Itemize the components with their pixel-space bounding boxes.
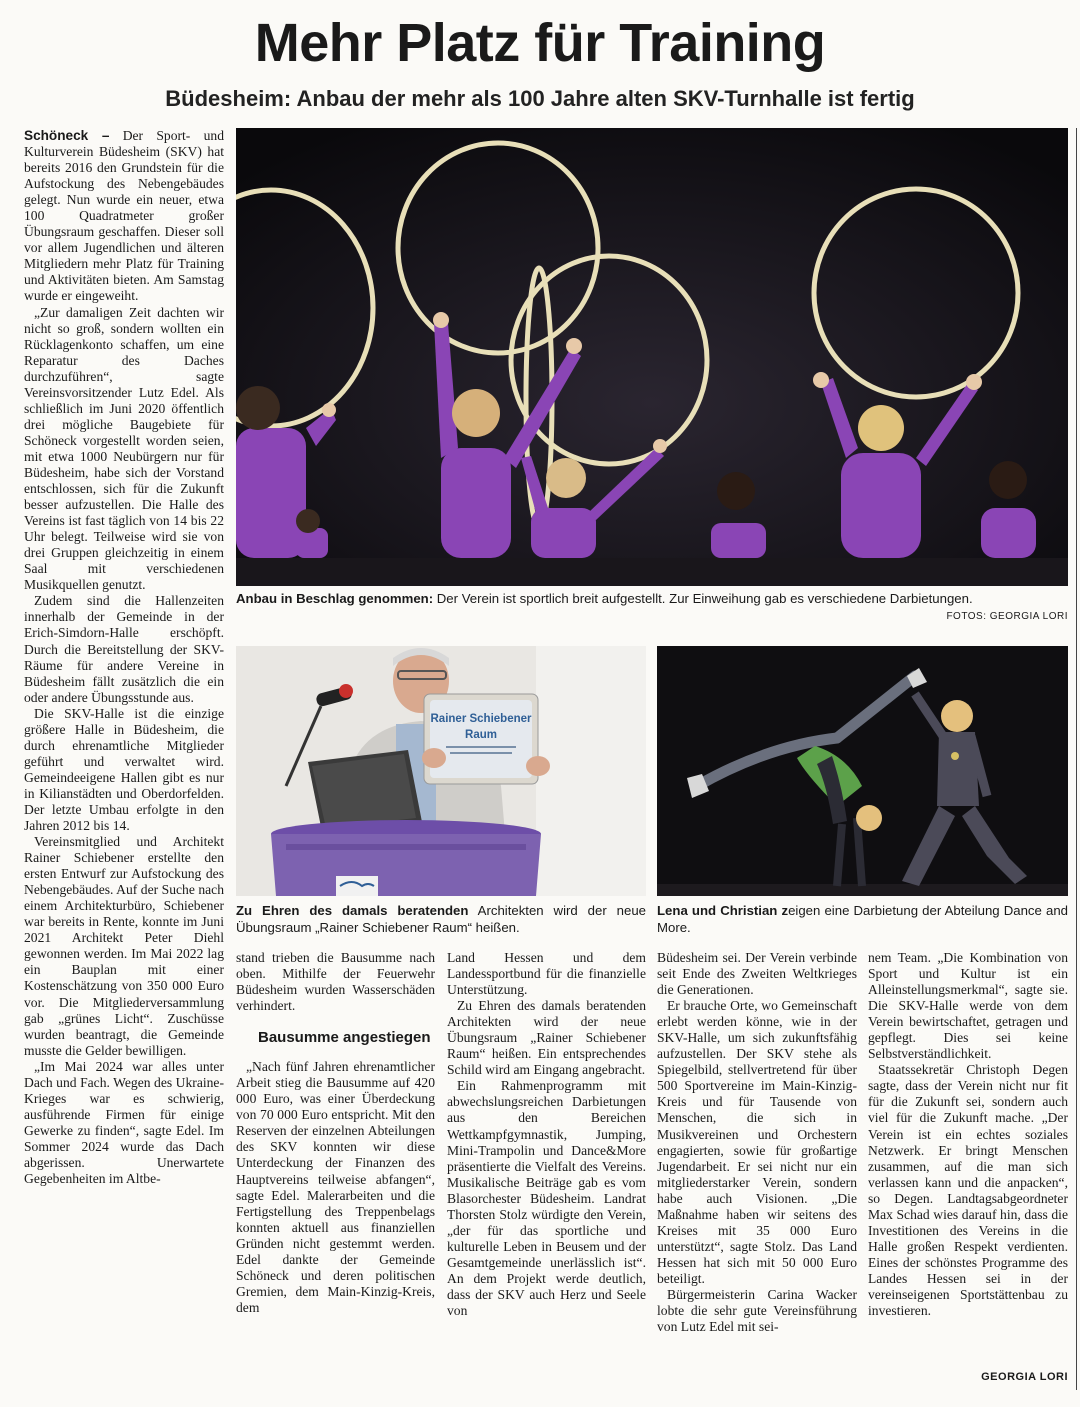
paragraph: Staatssekretär Christoph Degen sagte, dass der Verein nicht nur fit für die Zukunft sei, sondern auch viel für die Zukunft mache. „Der Verein ist ein echtes soziales Netzwerk. Er bringt Menschen zusammen, auf die man sich verlassen kann und die anpacken“, so Degen. Landtagsabgeordneter Max Schad wies darauf hin, dass die Investitionen des Vereins in die Halle großen Respekt verdienten. Eines der schönstes Programme des Landes Hessen sei in der vereinseigenen Sportstättenbau zu investieren. bbox=[868, 1062, 1068, 1319]
paragraph: „Nach fünf Jahren ehrenamtlicher Arbeit stieg die Bausumme auf 420 000 Euro, was einer Überdeckung von 70 000 Euro entspricht. Mit den Reserven der einzelnen Abteilungen des SKV konnten wir diese Unterdeckung der Finanzen des Hauptvereins teilweise abfangen“, sagte Edel. Malerarbeiten und die Fertigstellung des Treppenbelags konnten aktuell aus finanziellen Gründen nicht gestemmt werden. Edel dankte der Gemeinde Schöneck und deren politischen Gremien, dem Main-Kinzig-Kreis, dem bbox=[236, 1059, 435, 1315]
paragraph: Büdesheim sei. Der Verein verbinde seit Ende des Zweiten Weltkrieges die Generationen. bbox=[657, 950, 857, 998]
paragraph: Schöneck – Der Sport- und Kulturverein Büdesheim (SKV) hat bereits 2016 den Grundstein für die Aufstockung des Nebengebäudes gelegt. Nun wurde ein neuer, etwa 100 Quadratmeter großer Übungsraum geschaffen. Dieser soll vor allem Jugendlichen und älteren Mitgliedern mehr Platz für Training und Aktivitäten bieten. Am Samstag wurde er eingeweiht. bbox=[24, 128, 224, 304]
paragraph: stand trieben die Bausumme nach oben. Mithilfe der Feuerwehr Büdesheim wurden Wasserschäden verhindert. bbox=[236, 950, 435, 1014]
column-divider bbox=[1076, 128, 1077, 1390]
sign-line-1: Rainer Schiebener bbox=[430, 713, 532, 725]
paragraph: Land Hessen und dem Landessportbund für die finanzielle Unterstützung. bbox=[447, 950, 646, 998]
paragraph: Ein Rahmenprogramm mit abwechslungsreichen Darbietungen aus den Bereichen Wettkampfgymnastik, Jumping, Mini-Trampolin und Dance&More präsentierte die Vielfalt des Vereins. Musikalische Beiträge gab es vom Blasorchester Büdesheim. Landrat Thorsten Stolz würdigte den Verein, „der für das sportliche und kulturelle Leben in Beusem und der Gesamtgemeinde unerlässlich ist“. An dem Projekt werde deutlich, dass der SKV auch Herz und Seele von bbox=[447, 1078, 646, 1319]
article-column-1 bbox=[24, 128, 224, 1390]
caption-bold: Zu Ehren des damals beratenden bbox=[236, 903, 469, 918]
subheadline: Büdesheim: Anbau der mehr als 100 Jahre alten SKV-Turnhalle ist fertig bbox=[165, 86, 915, 111]
paragraph: „Im Mai 2024 war alles unter Dach und Fach. Wegen des Ukraine-Krieges war es schwierig, ausführende Firmen für einige Gewerke zu finden“, sagte Edel. Im Sommer 2024 wurde das Dach abgerissen. Unerwartete Gegebenheiten im Altbe- bbox=[24, 1058, 224, 1187]
paragraph: nem Team. „Die Kombination von Sport und Kultur ist ein Alleinstellungsmerkmal“, sagte sie. Die SKV-Halle werde von dem Verein bewirtschaftet, getragen und gepflegt. Dies sei keine Selbstverständlichkeit. bbox=[868, 950, 1068, 1062]
speaker-photo-caption: Zu Ehren des damals beratenden Architekten wird der neue Übungsraum „Rainer Schiebener Raum“ heißen. bbox=[236, 903, 646, 935]
paragraph: „Zur damaligen Zeit dachten wir nicht so groß, sondern wollten ein Rücklagenkonto schaffen, um eine Reparatur des Daches durchzuführen“, sagte Vereinsvorsitzender Lutz Edel. Als schließlich im Juni 2020 öffentlich drei mögliche Baugebiete für Schöneck vorgestellt worden seien, mit etwa 1000 Neubürgern nur für Büdesheim, habe sich der Vorstand entschlossen, sich für die Zukunft besser aufzustellen. Die Halle des Vereins ist fast täglich von 14 bis 22 Uhr belegt. Teilweise wird sie von drei Gruppen gleichzeitig in einem Saal mit verschiedenen Musikquellen genutzt. bbox=[24, 304, 224, 593]
sign-line-2: Raum bbox=[465, 729, 497, 741]
paragraph: Zu Ehren des damals beratenden Architekten wird der neue Übungsraum „Rainer Schiebener Raum“ heißen. Ein entsprechendes Schild wird am Eingang angebracht. bbox=[447, 998, 646, 1078]
main-photo-caption: Anbau in Beschlag genommen: Der Verein ist sportlich breit aufgestellt. Zur Einweihung gab es verschiedene Darbietungen. bbox=[236, 591, 973, 606]
paragraph: Bürgermeisterin Carina Wacker lobte die sehr gute Vereinsführung von Lutz Edel mit sei- bbox=[657, 1286, 857, 1335]
paragraph: Zudem sind die Hallenzeiten innerhalb der Gemeinde in der Erich-Simdorn-Halle erschöpft. Durch die Bereitstellung der SKV-Räume für andere Vereine in Büdesheim fällt zusätzlich die ein oder andere Übungsstunde aus. bbox=[24, 593, 224, 705]
subheading: Bausumme angestiegen bbox=[258, 1029, 431, 1047]
headline: Mehr Platz für Training bbox=[254, 13, 826, 73]
photo-credit: FOTOS: GEORGIA LORI bbox=[946, 611, 1068, 622]
paragraph: Er brauche Orte, wo Gemeinschaft erlebt werden könne, wie in der SKV-Halle, um sich zukunftsfähig aufzustellen. Der SKV stehe als Spiegelbild, stellvertretend für über 500 Sportvereine im Main-Kinzig-Kreis und für Tausende von Menschen, die sich in Musikvereinen und Orchestern engagierten, sowie für großartige Jugendarbeit. Er sei nicht nur ein mitgliederstarker Verein, sondern habe auch Visionen. „Die Maßnahme haben wir seitens des Kreises mit 35 000 Euro unterstützt“, sagte Stolz. Das Land Hessen hat sich mit 50 000 Euro beteiligt. bbox=[657, 998, 857, 1286]
dance-photo-caption: Lena und Christian zeigen eine Darbietung der Abteilung Dance and More. bbox=[657, 903, 1068, 935]
dateline: Schöneck – bbox=[24, 128, 110, 143]
main-photo-hoop-dancers bbox=[236, 128, 1068, 586]
paragraph: Vereinsmitglied und Architekt Rainer Schiebener erstellte den ersten Entwurf zur Aufstockung des Nebengebäudes. Auf der Suche nach einem Architekturbüro, Schiebener war bereits in Rente, konnte im Juni 2021 Architekt Peter Diehl gewonnen werden. Im Mai 2022 lag ein Bauplan mit einer Kostenschätzung von 350 000 Euro vor. Die Mitgliederversammlung gab „grünes Licht“. Zuschüsse wurden beantragt, die Gemeinde musste die Gelder bewilligen. bbox=[24, 834, 224, 1058]
article-column-3 bbox=[447, 950, 646, 1390]
caption-bold: Anbau in Beschlag genommen: bbox=[236, 591, 434, 606]
paragraph: Die SKV-Halle ist die einzige größere Halle in Büdesheim, die durch ehrenamtliche Mitglieder geführt und verwaltet wird. Gemeindeeigene Hallen gibt es nur in Kilianstädten und Oberdorfelden. Der letzte Umbau erfolgte in den Jahren 2012 bis 14. bbox=[24, 705, 224, 834]
article-column-5 bbox=[868, 950, 1068, 1370]
author-byline: GEORGIA LORI bbox=[981, 1371, 1068, 1383]
article-column-2 bbox=[236, 950, 435, 1390]
article-column-4 bbox=[657, 950, 857, 1390]
caption-bold: Lena und Christian z bbox=[657, 903, 789, 918]
photo-speaker-podium bbox=[236, 646, 646, 896]
photo-dance-performance bbox=[657, 646, 1068, 896]
